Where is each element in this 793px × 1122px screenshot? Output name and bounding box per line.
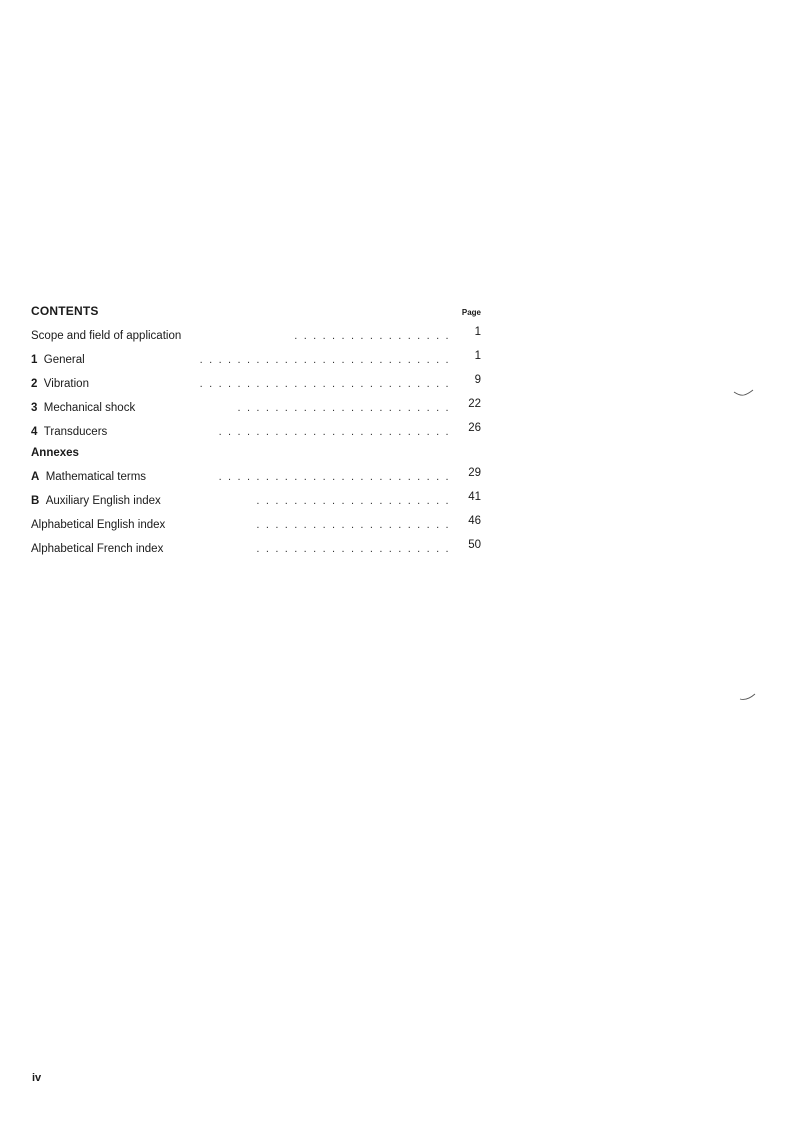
dot-leader: ..................... xyxy=(256,519,455,531)
dot-leader: ........................... xyxy=(199,354,455,366)
toc-entry-page: 46 xyxy=(468,515,481,527)
toc-entry-general[interactable] xyxy=(31,348,481,372)
toc-entry-annex-a[interactable] xyxy=(31,465,481,489)
toc-entry-scope[interactable] xyxy=(31,324,481,348)
toc-entry-number: 1 xyxy=(31,354,38,366)
toc-entry-label: Alphabetical French index xyxy=(31,543,164,555)
dot-leader: ....................... xyxy=(237,402,455,414)
toc-entry-transducers[interactable] xyxy=(31,420,481,444)
dot-leader: ......................... xyxy=(218,471,455,483)
toc-entry-label: Mechanical shock xyxy=(43,402,136,414)
toc-entry-number: 4 xyxy=(31,426,38,438)
toc-entry-label: Scope and field of application xyxy=(31,330,182,342)
toc-entry-page: 29 xyxy=(468,467,481,479)
toc-entry-page: 50 xyxy=(468,539,481,551)
toc-entry-mechanical-shock[interactable] xyxy=(31,396,481,420)
table-of-contents xyxy=(31,304,481,561)
toc-page-column-label: Page xyxy=(461,308,481,317)
scan-mark-icon xyxy=(732,388,756,402)
toc-entry-label: Alphabetical English index xyxy=(31,519,166,531)
toc-entry-english-index[interactable] xyxy=(31,513,481,537)
toc-entry-label: Transducers xyxy=(43,426,108,438)
toc-entry-page: 1 xyxy=(474,326,481,338)
toc-entry-page: 9 xyxy=(474,374,481,386)
toc-entry-label: Mathematical terms xyxy=(45,471,147,483)
dot-leader: ................. xyxy=(294,330,455,342)
toc-entry-label: General xyxy=(43,354,85,366)
dot-leader: ..................... xyxy=(256,543,455,555)
toc-entry-french-index[interactable] xyxy=(31,537,481,561)
toc-entry-number: 2 xyxy=(31,378,38,390)
toc-entry-number: A xyxy=(31,471,40,483)
toc-entry-page: 41 xyxy=(468,491,481,503)
toc-title: CONTENTS xyxy=(31,304,99,318)
toc-entry-number: B xyxy=(31,495,40,507)
toc-entry-vibration[interactable] xyxy=(31,372,481,396)
toc-entry-label: Auxiliary English index xyxy=(45,495,161,507)
toc-entry-annex-b[interactable] xyxy=(31,489,481,513)
toc-entry-page: 22 xyxy=(468,398,481,410)
toc-entry-page: 1 xyxy=(474,350,481,362)
page-number: iv xyxy=(32,1072,42,1084)
dot-leader: ......................... xyxy=(218,426,455,438)
dot-leader: ........................... xyxy=(199,378,455,390)
dot-leader: ..................... xyxy=(256,495,455,507)
scan-mark-icon xyxy=(738,690,758,704)
toc-entry-number: 3 xyxy=(31,402,38,414)
toc-entry-page: 26 xyxy=(468,422,481,434)
toc-entry-label: Vibration xyxy=(43,378,89,390)
annexes-heading: Annexes xyxy=(31,447,79,459)
toc-header xyxy=(31,304,481,324)
